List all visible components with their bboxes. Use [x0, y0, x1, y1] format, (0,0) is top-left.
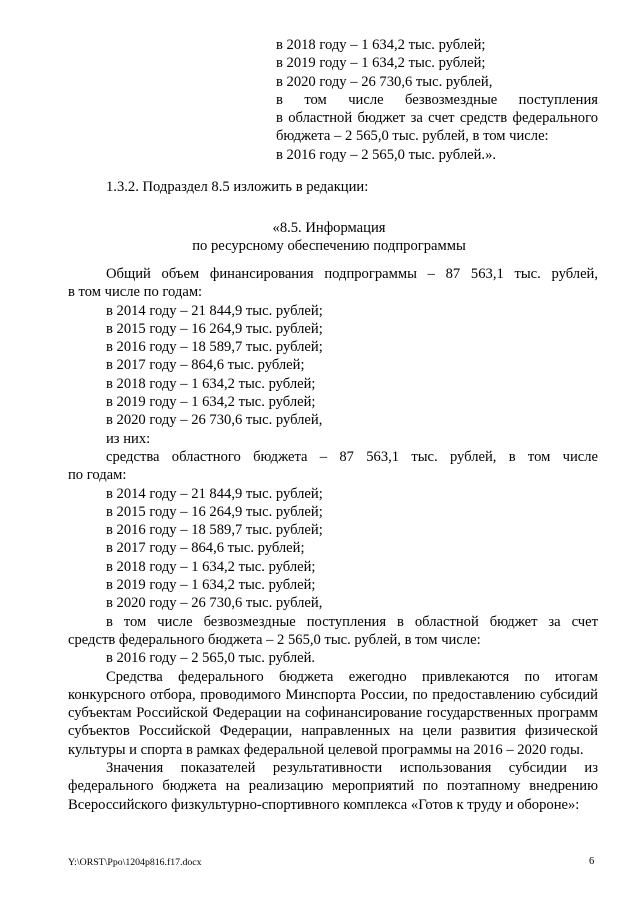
year-line: в 2019 году – 1 634,2 тыс. рублей;	[106, 577, 316, 594]
page-number: 6	[589, 856, 595, 867]
justified-line: в том числе безвозмездные поступления	[276, 91, 598, 108]
justified-line: в областной бюджет за счет средств федерального	[276, 110, 598, 127]
year-line: в 2016 году – 18 589,7 тыс. рублей;	[106, 522, 323, 539]
year-line: в 2019 году – 1 634,2 тыс. рублей;	[106, 394, 316, 411]
total-funding-line-cont: в том числе по годам:	[68, 284, 203, 301]
year-line: в 2020 году – 26 730,6 тыс. рублей,	[106, 595, 323, 612]
section-title-line2: по ресурсному обеспечению подпрограммы	[192, 238, 466, 255]
text-line: бюджета – 2 565,0 тыс. рублей, в том числе:	[276, 128, 549, 145]
federal-receipts-line: в том числе безвозмездные поступления в областной бюджет за счет	[106, 613, 598, 630]
subsection-instruction: 1.3.2. Подраздел 8.5 изложить в редакции:	[106, 179, 369, 195]
year-line: в 2019 году – 1 634,2 тыс. рублей;	[276, 55, 486, 72]
section-title-line1: «8.5. Информация	[272, 220, 386, 236]
regional-budget-line-cont: по годам:	[68, 467, 127, 484]
year-line: в 2015 году – 16 264,9 тыс. рублей;	[106, 320, 323, 337]
year-line: в 2015 году – 16 264,9 тыс. рублей;	[106, 503, 323, 520]
regional-budget-line: средства областного бюджета – 87 563,1 тыс. рублей, в том числе	[106, 448, 598, 465]
year-line: в 2014 году – 21 844,9 тыс. рублей;	[106, 485, 323, 502]
year-line: в 2018 году – 1 634,2 тыс. рублей;	[276, 37, 486, 53]
year-line: в 2016 году – 2 565,0 тыс. рублей.	[106, 650, 316, 667]
year-line: в 2020 году – 26 730,6 тыс. рублей,	[106, 412, 323, 429]
year-line: в 2018 году – 1 634,2 тыс. рублей;	[106, 375, 316, 392]
indicators-paragraph: Значения показателей результативности использования субсидии из федерального бюджета на реализацию мероприятий по поэтапному внедрению Всероссийского физкультурно-спортивного комплекса «Готов к труду и обороне»:	[68, 760, 598, 813]
year-line: в 2014 году – 21 844,9 тыс. рублей;	[106, 302, 323, 319]
of-them-label: из них:	[106, 430, 151, 447]
federal-receipts-line-cont: средств федерального бюджета – 2 565,0 тыс. рублей, в том числе:	[68, 631, 481, 648]
total-funding-line: Общий объем финансирования подпрограммы – 87 563,1 тыс. рублей,	[106, 266, 598, 282]
section-body	[68, 265, 598, 814]
federal-funds-paragraph: Средства федерального бюджета ежегодно привлекаются по итогам конкурсного отбора, проводимого Минспорта России, по предоставлению субсидий субъектам Российской Федерации на софинансирование государственных программ субъектов Российской Федерации, направленных на цели развития физической культуры и спорта в рамках федеральной целевой программы на 2016 – 2020 годы.	[68, 668, 598, 758]
section-title	[60, 219, 598, 256]
text-line: в 2016 году – 2 565,0 тыс. рублей.».	[276, 146, 497, 163]
footer-file-path: Y:\ORST\Ppo\1204p816.f17.docx	[68, 857, 202, 868]
year-line: в 2018 году – 1 634,2 тыс. рублей;	[106, 558, 316, 575]
continued-funding-block	[276, 36, 598, 164]
year-line: в 2020 году – 26 730,6 тыс. рублей,	[276, 73, 493, 90]
year-line: в 2016 году – 18 589,7 тыс. рублей;	[106, 339, 323, 356]
year-line: в 2017 году – 864,6 тыс. рублей;	[106, 357, 305, 374]
year-line: в 2017 году – 864,6 тыс. рублей;	[106, 540, 305, 557]
